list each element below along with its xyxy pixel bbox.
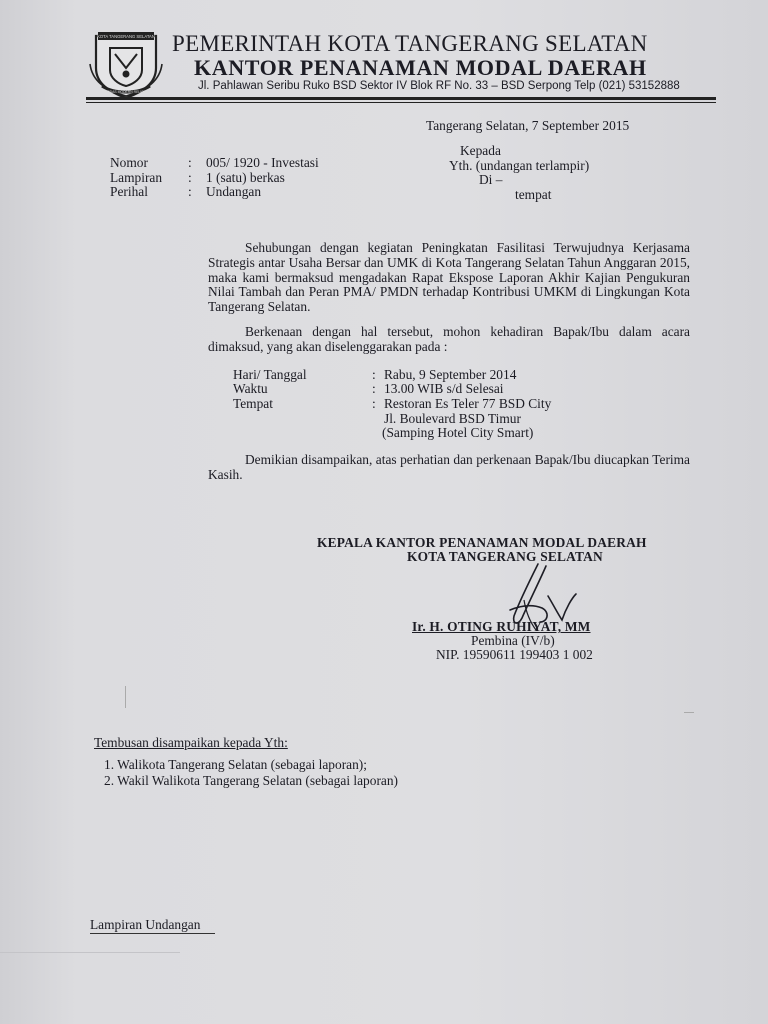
signatory-rank: Pembina (IV/b) (471, 633, 555, 648)
letterhead-office: KANTOR PENANAMAN MODAL DAERAH (194, 55, 647, 80)
scan-mark (125, 686, 126, 708)
letter-date: Tangerang Selatan, 7 September 2015 (426, 118, 630, 133)
recipient-tempat: tempat (515, 187, 552, 202)
letterhead-rule-thin (86, 102, 716, 103)
paragraph-3-text: Demikian disampaikan, atas perhatian dan perkenaan Bapak/Ibu diucapkan Terima Kasih. (208, 452, 690, 482)
body-paragraph-2 (208, 325, 690, 355)
meta-lampiran-sep: : (188, 170, 192, 185)
schedule-place-value-1: Restoran Es Teler 77 BSD City (384, 396, 552, 411)
letterhead-rule-thick (86, 97, 716, 100)
meta-perihal-value: Undangan (206, 184, 262, 199)
schedule-time-label: Waktu (233, 381, 268, 396)
scan-mark (684, 712, 694, 713)
cc-item-1: 1. Walikota Tangerang Selatan (sebagai laporan); (104, 757, 367, 772)
signatory-name: Ir. H. OTING RUHIYAT, MM (412, 619, 591, 634)
letterhead-government: PEMERINTAH KOTA TANGERANG SELATAN (172, 31, 648, 56)
meta-nomor-value: 005/ 1920 - Investasi (206, 155, 319, 170)
scan-mark (0, 952, 180, 953)
schedule-day-sep: : (372, 367, 376, 382)
paragraph-2-text: Berkenaan dengan hal tersebut, mohon kehadiran Bapak/Ibu dalam acara dimaksud, yang akan diselenggarakan pada : (208, 324, 690, 354)
recipient-yth: Yth. (undangan terlampir) (449, 158, 590, 173)
footer-underline (90, 933, 215, 934)
paragraph-1-text: Sehubungan dengan kegiatan Peningkatan Fasilitasi Terwujudnya Kerjasama Strategis antar Usaha Bersar dan UMK di Kota Tangerang Selatan Tahun Anggaran 2015, maka kami bermaksud mengadakan Rapat Ekspose Laporan Akhir Kajian Pengukuran Nilai Tambah dan Peran PMA/ PMDN terhadap Kontribusi UMKM di Lingkungan Kota Tangerang Selatan. (208, 240, 690, 315)
body-paragraph-3 (208, 453, 690, 483)
meta-lampiran-value: 1 (satu) berkas (206, 170, 285, 185)
logo-text-bottom: CERDAS MODERN RELIGIUS (102, 90, 150, 94)
meta-perihal-sep: : (188, 184, 192, 199)
footer-attachment-note: Lampiran Undangan (90, 917, 201, 932)
city-emblem-logo (86, 28, 166, 100)
meta-lampiran-label: Lampiran (110, 170, 163, 185)
logo-text-top: KOTA TANGERANG SELATAN (97, 34, 155, 39)
cc-heading: Tembusan disampaikan kepada Yth: (94, 735, 288, 750)
signatory-title-2: KOTA TANGERANG SELATAN (407, 549, 603, 564)
schedule-place-value-3: (Samping Hotel City Smart) (382, 425, 534, 440)
body-paragraph-1 (208, 241, 690, 315)
signatory-nip: NIP. 19590611 199403 1 002 (436, 647, 593, 662)
letterhead-address: Jl. Pahlawan Seribu Ruko BSD Sektor IV Blok RF No. 33 – BSD Serpong Telp (021) 53152888 (198, 80, 680, 92)
schedule-place-label: Tempat (233, 396, 273, 411)
signatory-title-1: KEPALA KANTOR PENANAMAN MODAL DAERAH (317, 535, 647, 550)
recipient-kepada: Kepada (460, 143, 501, 158)
recipient-di: Di – (479, 172, 503, 187)
meta-nomor-label: Nomor (110, 155, 148, 170)
schedule-place-value-2: Jl. Boulevard BSD Timur (384, 411, 521, 426)
meta-perihal-label: Perihal (110, 184, 148, 199)
schedule-day-value: Rabu, 9 September 2014 (384, 367, 517, 382)
cc-item-2: 2. Wakil Walikota Tangerang Selatan (sebagai laporan) (104, 773, 399, 788)
meta-nomor-sep: : (188, 155, 192, 170)
schedule-day-label: Hari/ Tanggal (233, 367, 307, 382)
schedule-time-sep: : (372, 381, 376, 396)
schedule-time-value: 13.00 WIB s/d Selesai (384, 381, 504, 396)
schedule-place-sep: : (372, 396, 376, 411)
